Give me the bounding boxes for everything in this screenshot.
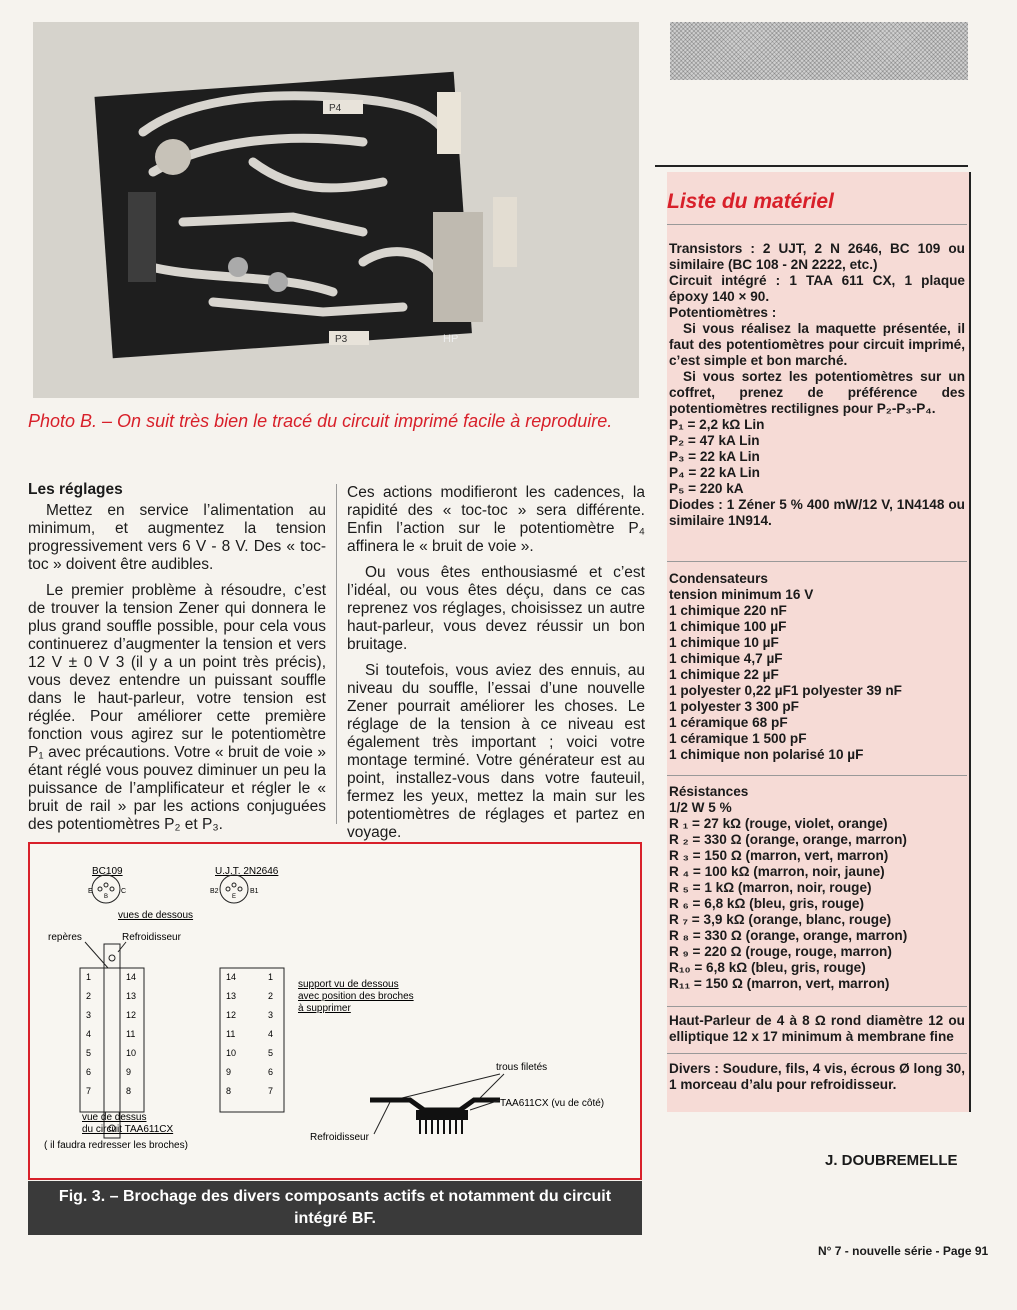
page-footer: N° 7 - nouvelle série - Page 91: [818, 1244, 989, 1258]
straighten-pins-note: ( il faudra redresser les broches): [44, 1140, 188, 1151]
threaded-holes-label: trous filetés: [496, 1062, 548, 1073]
paragraph: Ou vous êtes enthousiasmé et c’est l’idéal, ou vous êtes déçu, dans ce cas reprenez vos réglages, choisissez un autre haut-parleur, vous devez réussir un bon bruitage.: [347, 564, 645, 653]
pin-number: 6: [86, 1067, 92, 1077]
pin-number: 12: [126, 1010, 137, 1020]
parts-list-resistors: [669, 784, 965, 992]
parts-list-speaker: [669, 1013, 965, 1045]
capacitor: [128, 192, 156, 282]
ujt-label: U.J.T. 2N2646: [215, 866, 279, 877]
photo-caption: Photo B. – On suit très bien le tracé du circuit imprimé facile à reproduire.: [28, 411, 613, 431]
pcb-label-p3-text: P3: [335, 334, 348, 345]
pin-number: 9: [226, 1067, 232, 1077]
pin-number: 6: [268, 1067, 274, 1077]
socket-label: support vu de dessous: [298, 979, 399, 990]
ic-side-pins: [420, 1120, 462, 1134]
parts-list-capacitors: [669, 571, 965, 763]
top-view-label-2: du circuit TAA611CX: [82, 1124, 174, 1135]
potentiometers-heading: Potentiomètres :: [669, 305, 777, 320]
pot-item: P₁ = 2,2 kΩ Lin: [669, 417, 765, 432]
resistor-item: R₁₀ = 6,8 kΩ (bleu, gris, rouge): [669, 960, 866, 975]
pot-item: P₂ = 47 kA Lin: [669, 433, 760, 448]
capacitor-item: 1 chimique 220 nF: [669, 603, 787, 618]
pin-number: 14: [226, 972, 237, 982]
ic-side-body: [416, 1110, 468, 1120]
author: J. DOUBREMELLE: [825, 1152, 958, 1169]
pin-number: 8: [126, 1086, 132, 1096]
ujt-pin: [238, 887, 242, 891]
marks-label: repères: [48, 932, 82, 943]
resistor-item: R ₄ = 100 kΩ (marron, noir, jaune): [669, 864, 885, 879]
ujt-pin: [226, 887, 230, 891]
bottom-view-label: vues de dessous: [118, 910, 194, 921]
capacitor: [493, 197, 517, 267]
capacitor-item: 1 polyester 0,22 µF1 polyester 39 nF: [669, 683, 902, 698]
column-divider: [336, 484, 337, 824]
pin-number: 13: [126, 991, 137, 1001]
ujt-pin: [232, 883, 236, 887]
capacitor-item: 1 chimique 10 µF: [669, 635, 779, 650]
paragraph: Mettez en service l’alimentation au minimum, et augmentez la tension progressivement vers 6 V - 8 V. Des « toc-toc » doivent être audibles.: [28, 502, 326, 573]
potentiometer: [155, 139, 191, 175]
parts-list-title: Liste du matériel: [667, 190, 834, 213]
capacitors-heading: Condensateurs: [669, 571, 768, 586]
parts-list-misc: [669, 1061, 965, 1093]
pin-b2-label: B2: [210, 888, 219, 895]
pointer-line: [85, 942, 108, 968]
heatsink-side: [370, 1100, 500, 1110]
socket-label-2: avec position des broches: [298, 991, 414, 1002]
pinout-diagram: [30, 844, 640, 1178]
pin-number: 1: [86, 972, 92, 982]
capacitor-item: 1 chimique 4,7 µF: [669, 651, 783, 666]
pin-number: 2: [86, 991, 92, 1001]
pin-c-label: C: [121, 888, 127, 895]
paragraph: Si toutefois, vous aviez des ennuis, au niveau du souffle, l’essai d’une nouvelle Zener pourrait améliorer les choses. Le réglage de la tension à ce niveau est également très important ; voici votre montage terminé. Votre générateur est au point, installez-vous dans votre fauteuil, fermez les yeux, mettez la main sur les potentiomètres de réglages et partez en voyage.: [347, 662, 645, 841]
transistor: [228, 257, 248, 277]
heatsink-label: Refroidisseur: [122, 932, 181, 943]
pin-number: 3: [86, 1010, 92, 1020]
pot-item: P₅ = 220 kA: [669, 481, 744, 496]
side-view-label: TAA611CX (vu de côté): [500, 1098, 605, 1109]
pointer-line: [402, 1074, 500, 1098]
pin-b1-label: B1: [250, 888, 259, 895]
circuit-text: Circuit intégré : 1 TAA 611 CX, 1 plaque époxy 140 × 90.: [669, 273, 965, 304]
pin-number: 9: [126, 1067, 132, 1077]
article-column-middle: [347, 484, 645, 850]
resistor-item: 1/2 W 5 %: [669, 800, 732, 815]
resistor-item: R ₅ = 1 kΩ (marron, noir, rouge): [669, 880, 872, 895]
socket-pins: [226, 972, 273, 1096]
pin-number: 4: [268, 1029, 274, 1039]
pcb-photo-image: [33, 22, 639, 398]
potentiometers-note: Si vous sortez les potentiomètres sur un coffret, prenez de préférence des potentiomètres rectilignes pour P₂-P₃-P₄.: [669, 369, 965, 416]
bc109-label: BC109: [92, 866, 123, 877]
figure-caption-text: Fig. 3. – Brochage des divers composants actifs et notamment du circuit intégré BF.: [58, 1188, 612, 1227]
resistor-item: R ₁ = 27 kΩ (rouge, violet, orange): [669, 816, 888, 831]
pin-number: 10: [226, 1048, 237, 1058]
pin-number: 3: [268, 1010, 274, 1020]
heatsink-tab: [104, 944, 120, 1138]
diodes-text: Diodes : 1 Zéner 5 % 400 mW/12 V, 1N4148 ou similaire 1N914.: [669, 497, 965, 528]
pin-number: 10: [126, 1048, 137, 1058]
pin-b-label: B: [104, 894, 109, 900]
decorative-pattern: [670, 22, 968, 80]
bc109-pin: [104, 883, 108, 887]
bc109-pin: [110, 887, 114, 891]
paragraph: Le premier problème à résoudre, c’est de trouver la tension Zener qui donnera le plus grand souffle possible, pour cela vous continuerez d’augmenter la tension et vers 12 V ± 0 V 3 (il y a un point très précis), vous devez entendre un puissant souffle dans le haut-parleur, votre tension est réglée. Pour améliorer cette première fonction vous agirez sur le potentiomètre P₁ avec précautions. Votre « bruit de voie » étant réglé vous pouvez diminuer un peu la puissance de l’amplificateur et régler le « bruit de rail » par les actions conjuguées des potentiomètres P₂ et P₃.: [28, 582, 326, 833]
misc-text: Divers : Soudure, fils, 4 vis, écrous Ø long 30, 1 morceau d’alu pour refroidisseur.: [669, 1061, 965, 1092]
article-column-left: [28, 481, 326, 842]
capacitor-item: 1 céramique 1 500 pF: [669, 731, 807, 746]
transistors-text: Transistors : 2 UJT, 2 N 2646, BC 109 ou similaire (BC 108 - 2N 2222, etc.): [669, 241, 965, 272]
pcb-label-hp-text: HP: [443, 333, 459, 345]
pin-e-small-label: E: [232, 894, 237, 900]
top-view-label: vue de dessus: [82, 1112, 147, 1123]
pin-e-label: E: [88, 888, 93, 895]
section-heading: Les réglages: [28, 481, 123, 498]
socket-label-3: à supprimer: [298, 1003, 351, 1014]
pin-number: 11: [226, 1029, 236, 1039]
resistor-item: R ₆ = 6,8 kΩ (bleu, gris, rouge): [669, 896, 864, 911]
bc109-pin: [98, 887, 102, 891]
divider: [667, 1053, 967, 1054]
resistor-item: R ₃ = 150 Ω (marron, vert, marron): [669, 848, 889, 863]
capacitor-item: 1 céramique 68 pF: [669, 715, 788, 730]
pin-number: 11: [126, 1029, 136, 1039]
resistors-heading: Résistances: [669, 784, 749, 799]
pin-number: 5: [86, 1048, 92, 1058]
pcb-photo: [33, 22, 639, 398]
ic-pins-right: [126, 972, 136, 1096]
ic-pins-left: [86, 972, 91, 1096]
pin-number: 1: [268, 972, 274, 982]
capacitor-item: 1 polyester 3 300 pF: [669, 699, 799, 714]
resistor-item: R ₇ = 3,9 kΩ (orange, blanc, rouge): [669, 912, 892, 927]
pot-item: P₃ = 22 kA Lin: [669, 449, 760, 464]
capacitor-item: 1 chimique non polarisé 10 µF: [669, 747, 864, 762]
divider: [667, 775, 967, 776]
paragraph: Ces actions modifieront les cadences, la rapidité des « toc-toc » sera différente. Enfin l’action sur le potentiomètre P₄ affinera le « bruit de voie ».: [347, 484, 645, 555]
resistor-item: R ₉ = 220 Ω (rouge, rouge, marron): [669, 944, 892, 959]
pin-number: 13: [226, 991, 237, 1001]
pcb-label-p4-text: P4: [329, 103, 342, 114]
capacitor-item: 1 chimique 22 µF: [669, 667, 779, 682]
speaker-text: Haut-Parleur de 4 à 8 Ω rond diamètre 12 ou elliptique 12 x 17 minimum à membrane fine: [669, 1013, 965, 1044]
figure-caption: [28, 1181, 642, 1235]
pin-number: 7: [268, 1086, 274, 1096]
potentiometers-note: Si vous réalisez la maquette présentée, il faut des potentiomètres pour circuit imprimé, c’est simple et bon marché.: [669, 321, 965, 368]
transistor: [268, 272, 288, 292]
pin-number: 14: [126, 972, 137, 982]
capacitor-item: 1 chimique 100 µF: [669, 619, 787, 634]
divider: [667, 224, 967, 225]
sidebar-top-rule: [655, 165, 968, 167]
pin-number: 12: [226, 1010, 237, 1020]
resistor-item: R₁₁ = 150 Ω (marron, vert, marron): [669, 976, 890, 991]
resistor-item: R ₈ = 330 Ω (orange, orange, marron): [669, 928, 908, 943]
pin-number: 2: [268, 991, 274, 1001]
heatsink-label-2: Refroidisseur: [310, 1132, 369, 1143]
heatsink: [433, 212, 483, 322]
mounting-hole: [109, 955, 115, 961]
pin-number: 5: [268, 1048, 274, 1058]
pin-number: 8: [226, 1086, 232, 1096]
pin-number: 7: [86, 1086, 92, 1096]
pot-item: P₄ = 22 kA Lin: [669, 465, 760, 480]
resistor-item: R ₂ = 330 Ω (orange, orange, marron): [669, 832, 907, 847]
divider: [667, 561, 967, 562]
parts-list-semiconductors: [669, 241, 965, 529]
pin-number: 4: [86, 1029, 92, 1039]
divider: [667, 1006, 967, 1007]
pointer-line: [374, 1102, 390, 1134]
figure-3: [28, 842, 642, 1180]
capacitor-item: tension minimum 16 V: [669, 587, 814, 602]
capacitor: [437, 92, 461, 154]
